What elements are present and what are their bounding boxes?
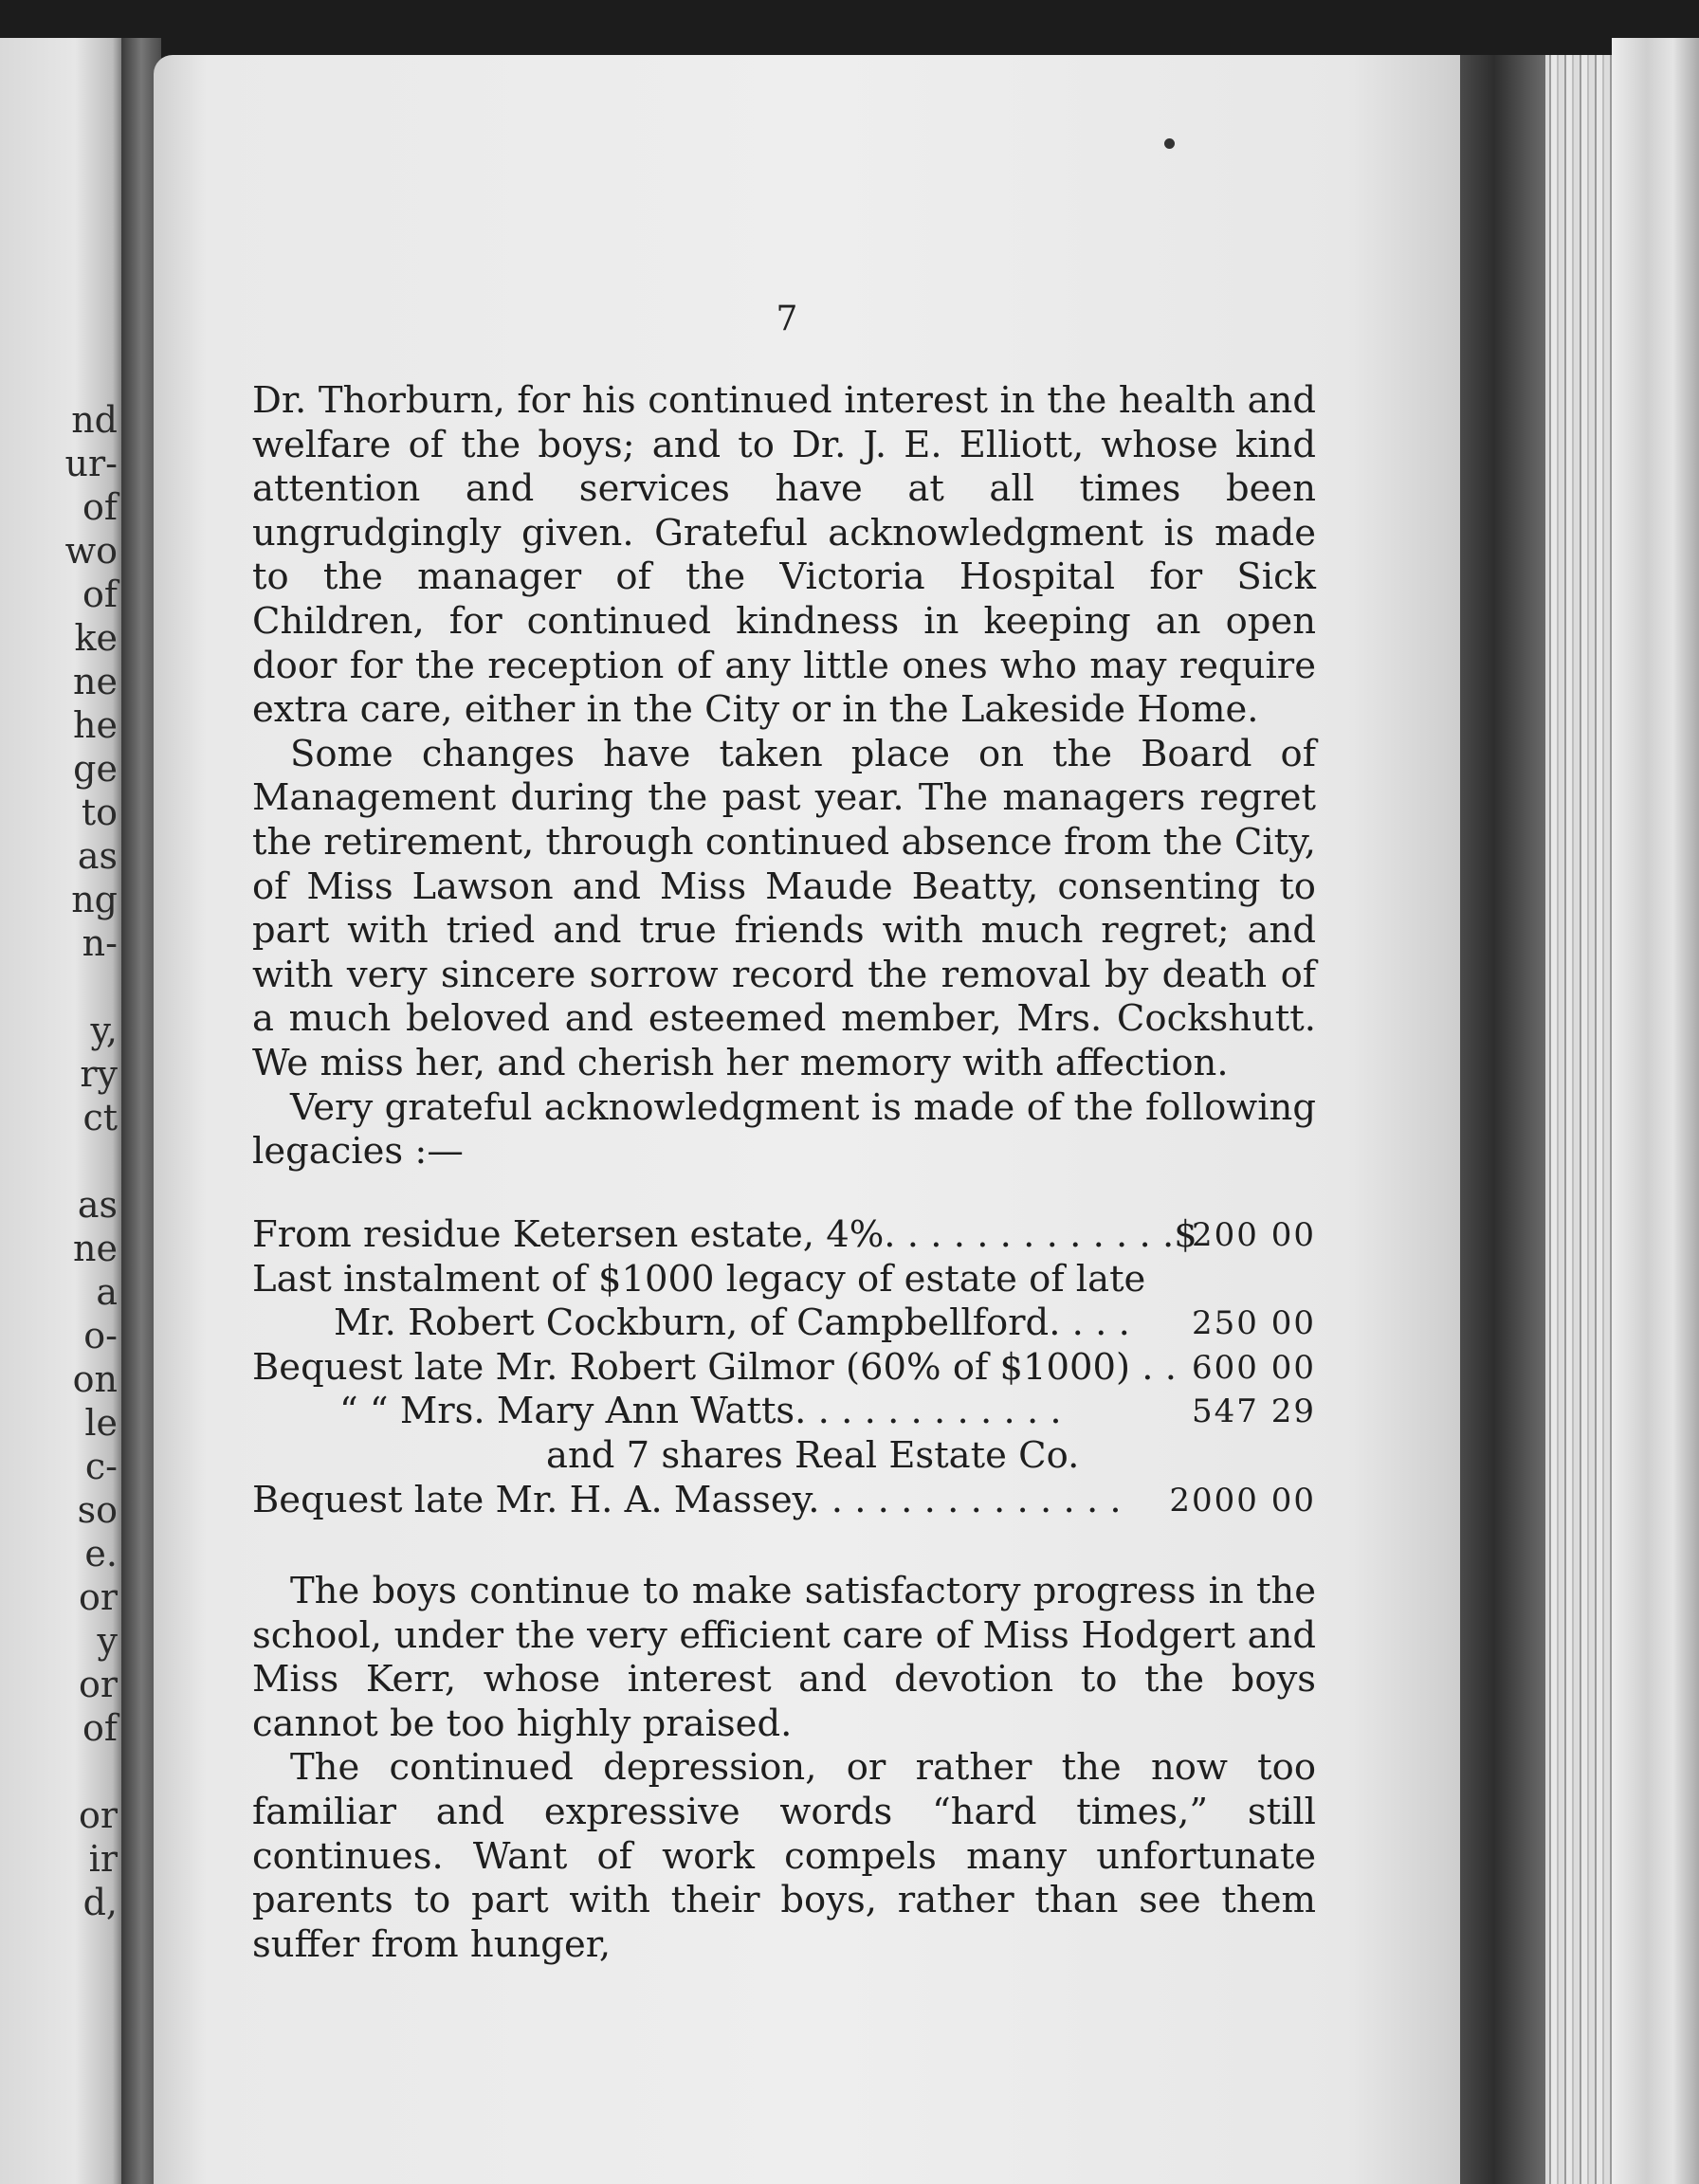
legacy-row xyxy=(252,1434,1316,1479)
left-page-line: c- xyxy=(84,1446,118,1487)
legacy-description: “ “ Mrs. Mary Ann Watts. . . . . . . . . . . . xyxy=(339,1390,1062,1433)
left-page-line xyxy=(65,1750,118,1793)
legacy-row xyxy=(252,1479,1316,1523)
body-text-top xyxy=(252,379,1316,1174)
left-page-line: le xyxy=(84,1402,118,1444)
left-page-line: so xyxy=(77,1489,118,1531)
left-page-line: he xyxy=(73,704,118,746)
left-page-line: of xyxy=(82,1707,118,1749)
ink-speck xyxy=(1164,138,1175,149)
legacy-row xyxy=(252,1213,1316,1258)
left-page-line: d, xyxy=(82,1882,118,1923)
left-page-line: as xyxy=(77,835,118,877)
left-page-line: o- xyxy=(83,1315,118,1356)
left-page-line: ne xyxy=(73,1228,118,1269)
left-page-line: or xyxy=(78,1664,118,1705)
left-page-line: or xyxy=(78,1794,118,1836)
left-page-line: wo xyxy=(64,530,118,572)
left-page-line xyxy=(65,965,118,1009)
legacy-description: Bequest late Mr. Robert Gilmor (60% of $1000) . . xyxy=(252,1345,1177,1389)
left-page-line: ur- xyxy=(64,443,118,484)
left-page-line: ry xyxy=(80,1053,118,1095)
left-page-line: ct xyxy=(82,1097,118,1138)
legacy-description: and 7 shares Real Estate Co. xyxy=(546,1433,1080,1477)
left-page-line: on xyxy=(72,1358,118,1400)
legacy-row xyxy=(252,1301,1316,1346)
legacies-list xyxy=(252,1213,1316,1522)
left-page-edge xyxy=(0,38,125,2184)
left-page-line: y, xyxy=(90,1010,118,1051)
paragraph: Some changes have taken place on the Board of Management during the past year. The managers regret the retirement, through continued absence from the City, of Miss Lawson and Miss Maude Beatty, consenting to part with tried and true friends with much regret; and with very sincere sorrow record the removal by death of a much beloved and esteemed member, Mrs. Cockshutt. We miss her, and cherish her memory with affection. xyxy=(252,732,1316,1084)
paragraph: Very grateful acknowledgment is made of the following legacies :— xyxy=(252,1085,1316,1174)
legacy-description: Last instalment of $1000 legacy of estate of late xyxy=(252,1257,1146,1301)
legacy-amount: 600 00 xyxy=(1192,1348,1316,1387)
legacy-amount: 200 00 xyxy=(1192,1216,1316,1254)
left-page-line: ke xyxy=(74,617,118,659)
legacy-description: From residue Ketersen estate, 4%. . . . . . . . . . . . .$ xyxy=(252,1213,1197,1256)
paragraph: The boys continue to make satisfactory progress in the school, under the very efficient care of Miss Hodgert and Miss Kerr, whose interest and devotion to the boys cannot be too highly praised. xyxy=(252,1570,1316,1745)
paragraph: Dr. Thorburn, for his continued interest in the health and welfare of the boys; and to Dr. J. E. Elliott, whose kind attention and services have at all times been ungrudgingly given. Grateful acknowledgment is made to the manager of the Victoria Hospital for Sick Children, for continued kindness in keeping an open door for the reception of any little ones who may require extra care, either in the City or in the Lakeside Home. xyxy=(252,379,1316,732)
left-page-line: a xyxy=(96,1271,118,1313)
legacy-description: Bequest late Mr. H. A. Massey. . . . . . . . . . . . . . xyxy=(252,1478,1122,1521)
left-page-line: ir xyxy=(88,1838,118,1880)
paragraph: The continued depression, or rather the now too familiar and expressive words “hard times,” still continues. Want of work compels many unfortunate parents to part with their boys, rather than see them suffer from hunger, xyxy=(252,1746,1316,1966)
left-page-line: e. xyxy=(84,1533,118,1574)
left-page-line: ge xyxy=(73,748,118,790)
legacy-row xyxy=(252,1258,1316,1302)
left-page-line: or xyxy=(78,1576,118,1618)
left-page-line: of xyxy=(82,573,118,615)
left-page-line: n- xyxy=(82,922,118,964)
page-edge-shadow xyxy=(1460,55,1545,2184)
left-page-line: ne xyxy=(73,661,118,702)
left-page-text-fragments xyxy=(65,398,118,1924)
legacy-amount: 547 29 xyxy=(1192,1392,1316,1431)
book-cover-edge xyxy=(1612,38,1699,2184)
legacy-row xyxy=(252,1346,1316,1391)
legacy-description: Mr. Robert Cockburn, of Campbellford. . . . xyxy=(334,1301,1130,1345)
legacy-row xyxy=(252,1390,1316,1434)
left-page-line: nd xyxy=(71,399,118,441)
left-page-line: as xyxy=(77,1184,118,1226)
legacy-amount: 250 00 xyxy=(1192,1304,1316,1343)
left-page-line xyxy=(65,1139,118,1183)
body-text-bottom xyxy=(252,1570,1316,1967)
left-page-line: of xyxy=(82,486,118,528)
legacy-amount: 2000 00 xyxy=(1169,1481,1316,1520)
left-page-line: to xyxy=(81,792,118,833)
left-page-line: ng xyxy=(71,879,118,920)
page-number: 7 xyxy=(776,300,798,338)
left-page-line: y xyxy=(97,1620,118,1662)
